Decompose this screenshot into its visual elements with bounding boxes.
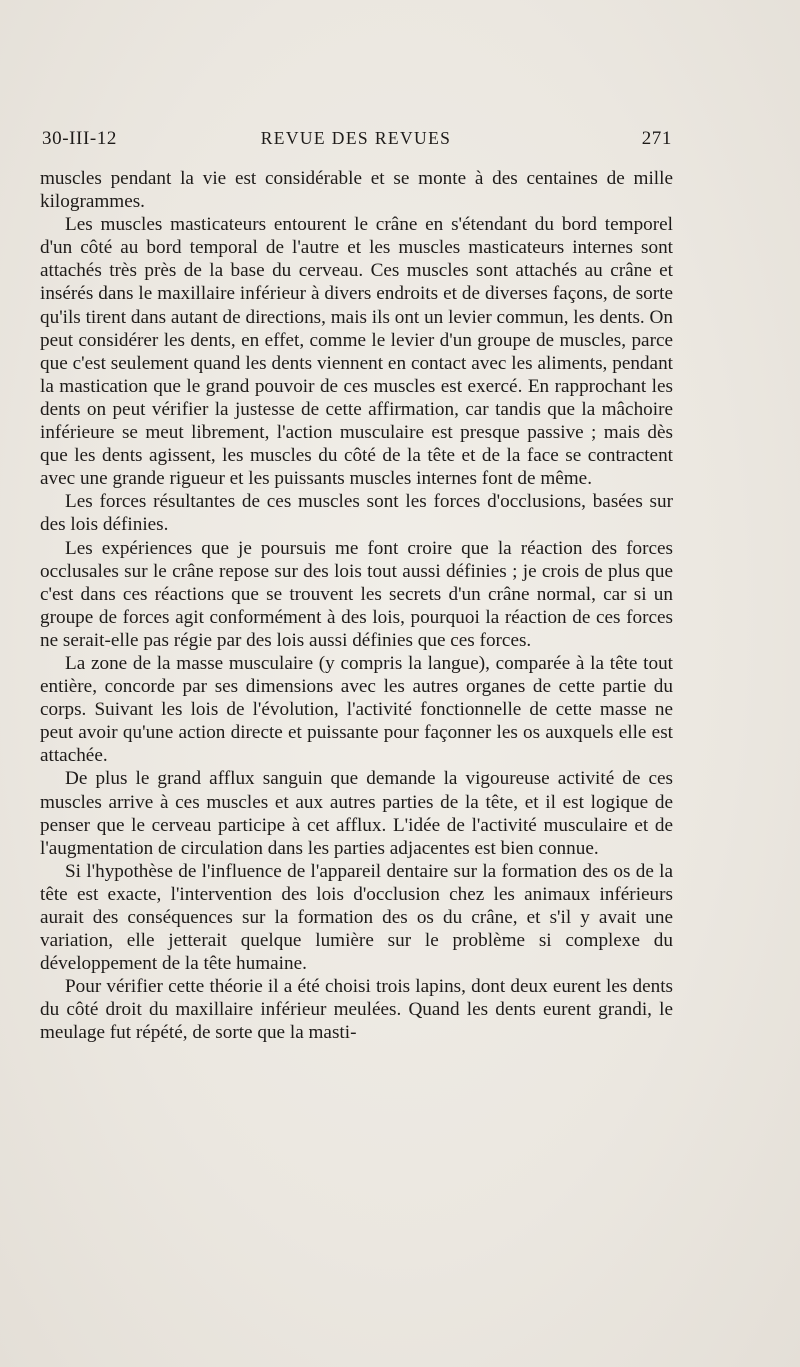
paragraph-7: Si l'hypothèse de l'influence de l'appareil dentaire sur la formation des os de la tête est exacte, l'intervention des lois d'occlusion chez les animaux inférieurs aurait des conséquences sur la formation des os du crâne, et s'il y avait une variation, elle jetterait quelque lumière sur le problème si complexe du développement de la tête humaine. <box>40 860 673 975</box>
paragraph-4: Les expériences que je poursuis me font croire que la réaction des forces occlusales sur le crâne repose sur des lois tout aussi définies ; je crois de plus que c'est dans ces réactions que se trouvent les secrets d'un crâne normal, car si un groupe de forces agit conformément à des lois, pourquoi la réaction de ces forces ne serait-elle pas régie par des lois aussi définies que ces forces. <box>40 537 673 651</box>
paragraph-2: Les muscles masticateurs entourent le crâne en s'étendant du bord temporel d'un côté au bord temporal de l'autre et les muscles masticateurs internes sont attachés très près de la base du cerveau. Ces muscles sont attachés au crâne et insérés dans le maxillaire inférieur à divers endroits et de diverses façons, de sorte qu'ils tirent dans autant de directions, mais ils ont un levier commun, les dents. On peut considérer les dents, en effet, comme le levier d'un groupe de muscles, parce que c'est seulement quand les dents viennent en contact avec les aliments, pendant la mastication que le grand pouvoir de ces muscles est exercé. En rapprochant les dents on peut vérifier la justesse de cette affirmation, car tandis que la mâchoire inférieure se meut librement, l'action musculaire est presque passive ; mais dès que les dents agissent, les muscles du côté de la tête et de la face se contractent avec une grande rigueur et les puissants muscles internes font de même. <box>40 214 673 490</box>
paragraph-3: Les forces résultantes de ces muscles sont les forces d'occlusions, basées sur des lois définies. <box>40 491 673 536</box>
paragraph-6: De plus le grand afflux sanguin que demande la vigoureuse activité de ces muscles arrive à ces muscles et aux autres parties de la tête, et il est logique de penser que le cerveau participe à cet afflux. L'idée de l'activité musculaire et de l'augmentation de circulation dans les parties adjacentes est bien connue. <box>40 768 673 859</box>
header-date: 30-III-12 <box>42 128 118 149</box>
header-title: REVUE DES REVUES <box>260 128 452 148</box>
paragraph-8: Pour vérifier cette théorie il a été choisi trois lapins, dont deux eurent les dents du côté droit du maxillaire inférieur meulées. Quand les dents eurent grandi, le meulage fut répété, de sorte que la masti- <box>40 976 673 1044</box>
paragraph-1: muscles pendant la vie est considérable et se monte à des centaines de mille kilogrammes. <box>40 168 673 213</box>
page-number: 271 <box>641 128 672 149</box>
running-header <box>40 128 672 158</box>
article-body <box>40 167 673 1045</box>
paragraph-5: La zone de la masse musculaire (y compris la langue), comparée à la tête tout entière, concorde par ses dimensions avec les autres organes de cette partie du corps. Suivant les lois de l'évolution, l'activité fonctionnelle de cette masse ne peut avoir qu'une action directe et puissante pour façonner les os auxquels elle est attachée. <box>40 652 673 767</box>
